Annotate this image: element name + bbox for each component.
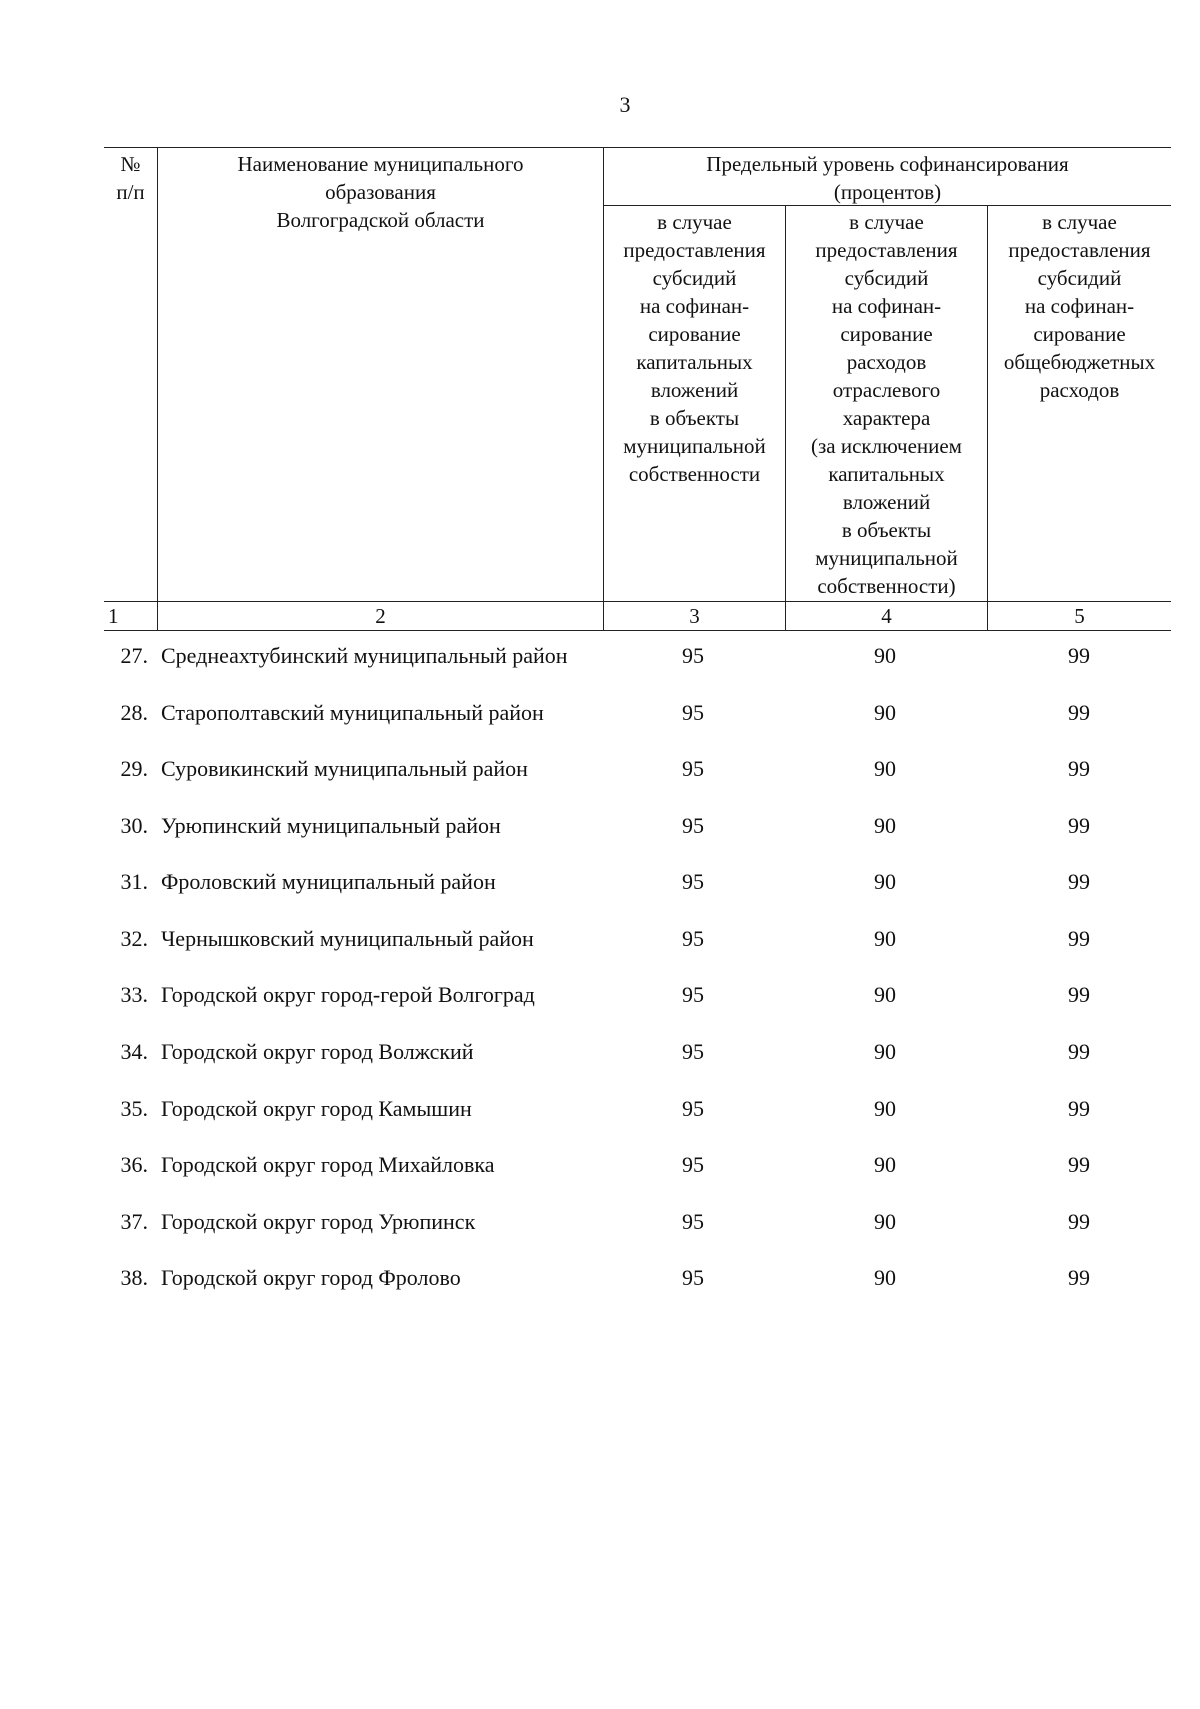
row-number: 27. [120,643,148,668]
row-number: 30. [120,813,148,838]
column-number-3: 3 [689,604,700,628]
table-row [0,700,1200,740]
header-col-group: Предельный уровень софинансирования (процентов) [706,152,1069,204]
header-col-4: в случае предоставления субсидий на софинан- сирование расходов отраслевого характера (за исключением капитальных вложений в объекты муниципальной собственности) [811,210,962,598]
municipality-name: Суровикинский муниципальный район [161,756,528,781]
header-col-name: Наименование муниципального образования Волгоградской области [237,152,524,232]
value-col-5: 99 [1068,1096,1090,1121]
municipality-name: Городской округ город Урюпинск [161,1209,476,1234]
value-col-5: 99 [1068,926,1090,951]
value-col-5: 99 [1068,1152,1090,1177]
column-number-5: 5 [1074,604,1085,628]
value-col-4: 90 [874,926,896,951]
value-col-3: 95 [682,700,704,725]
table-row [0,813,1200,853]
municipality-name: Чернышковский муниципальный район [161,926,534,951]
municipality-name: Урюпинский муниципальный район [161,813,501,838]
table-row [0,926,1200,966]
value-col-4: 90 [874,1209,896,1234]
value-col-5: 99 [1068,643,1090,668]
value-col-5: 99 [1068,813,1090,838]
value-col-3: 95 [682,1265,704,1290]
value-col-3: 95 [682,1096,704,1121]
row-number: 29. [120,756,148,781]
table-row [0,869,1200,909]
table-row [0,982,1200,1022]
value-col-3: 95 [682,1209,704,1234]
value-col-3: 95 [682,869,704,894]
value-col-4: 90 [874,1096,896,1121]
table-row [0,1152,1200,1192]
value-col-5: 99 [1068,982,1090,1007]
value-col-3: 95 [682,756,704,781]
value-col-4: 90 [874,1039,896,1064]
table-row [0,1096,1200,1136]
municipality-name: Фроловский муниципальный район [161,869,496,894]
municipality-name: Городской округ город Михайловка [161,1152,495,1177]
table-row [0,1265,1200,1305]
value-col-5: 99 [1068,756,1090,781]
value-col-4: 90 [874,1152,896,1177]
row-number: 33. [120,982,148,1007]
page-number: 3 [619,92,631,117]
table-top-border [104,147,1171,148]
value-col-4: 90 [874,813,896,838]
value-col-5: 99 [1068,700,1090,725]
table-row [0,1039,1200,1079]
header-col-5: в случае предоставления субсидий на софинан- сирование общебюджетных расходов [1003,210,1156,402]
value-col-3: 95 [682,926,704,951]
municipality-name: Городской округ город-герой Волгоград [161,982,535,1007]
municipality-name: Городской округ город Волжский [161,1039,474,1064]
value-col-3: 95 [682,813,704,838]
value-col-5: 99 [1068,1209,1090,1234]
value-col-4: 90 [874,756,896,781]
table-row [0,1209,1200,1249]
table-row [0,643,1200,683]
value-col-3: 95 [682,982,704,1007]
value-col-3: 95 [682,1039,704,1064]
row-number: 31. [120,869,148,894]
value-col-4: 90 [874,982,896,1007]
row-number: 32. [120,926,148,951]
value-col-5: 99 [1068,869,1090,894]
row-number: 36. [120,1152,148,1177]
municipality-name: Среднеахтубинский муниципальный район [161,643,568,668]
value-col-4: 90 [874,869,896,894]
municipality-name: Городской округ город Фролово [161,1265,461,1290]
value-col-4: 90 [874,643,896,668]
column-numbers-bottom-line [104,630,1171,631]
header-col-3: в случае предоставления субсидий на софинан- сирование капитальных вложений в объекты муниципальной собственности [623,210,766,486]
table-row [0,756,1200,796]
value-col-3: 95 [682,1152,704,1177]
column-number-2: 2 [375,604,386,628]
column-number-4: 4 [881,604,892,628]
row-number: 37. [120,1209,148,1234]
row-number: 34. [120,1039,148,1064]
municipality-name: Старополтавский муниципальный район [161,700,544,725]
row-number: 38. [120,1265,148,1290]
row-number: 28. [120,700,148,725]
value-col-5: 99 [1068,1039,1090,1064]
value-col-4: 90 [874,700,896,725]
row-number: 35. [120,1096,148,1121]
municipality-name: Городской округ город Камышин [161,1096,472,1121]
header-col-no: № п/п [116,152,145,204]
value-col-3: 95 [682,643,704,668]
column-number-1: 1 [108,604,119,628]
value-col-4: 90 [874,1265,896,1290]
value-col-5: 99 [1068,1265,1090,1290]
